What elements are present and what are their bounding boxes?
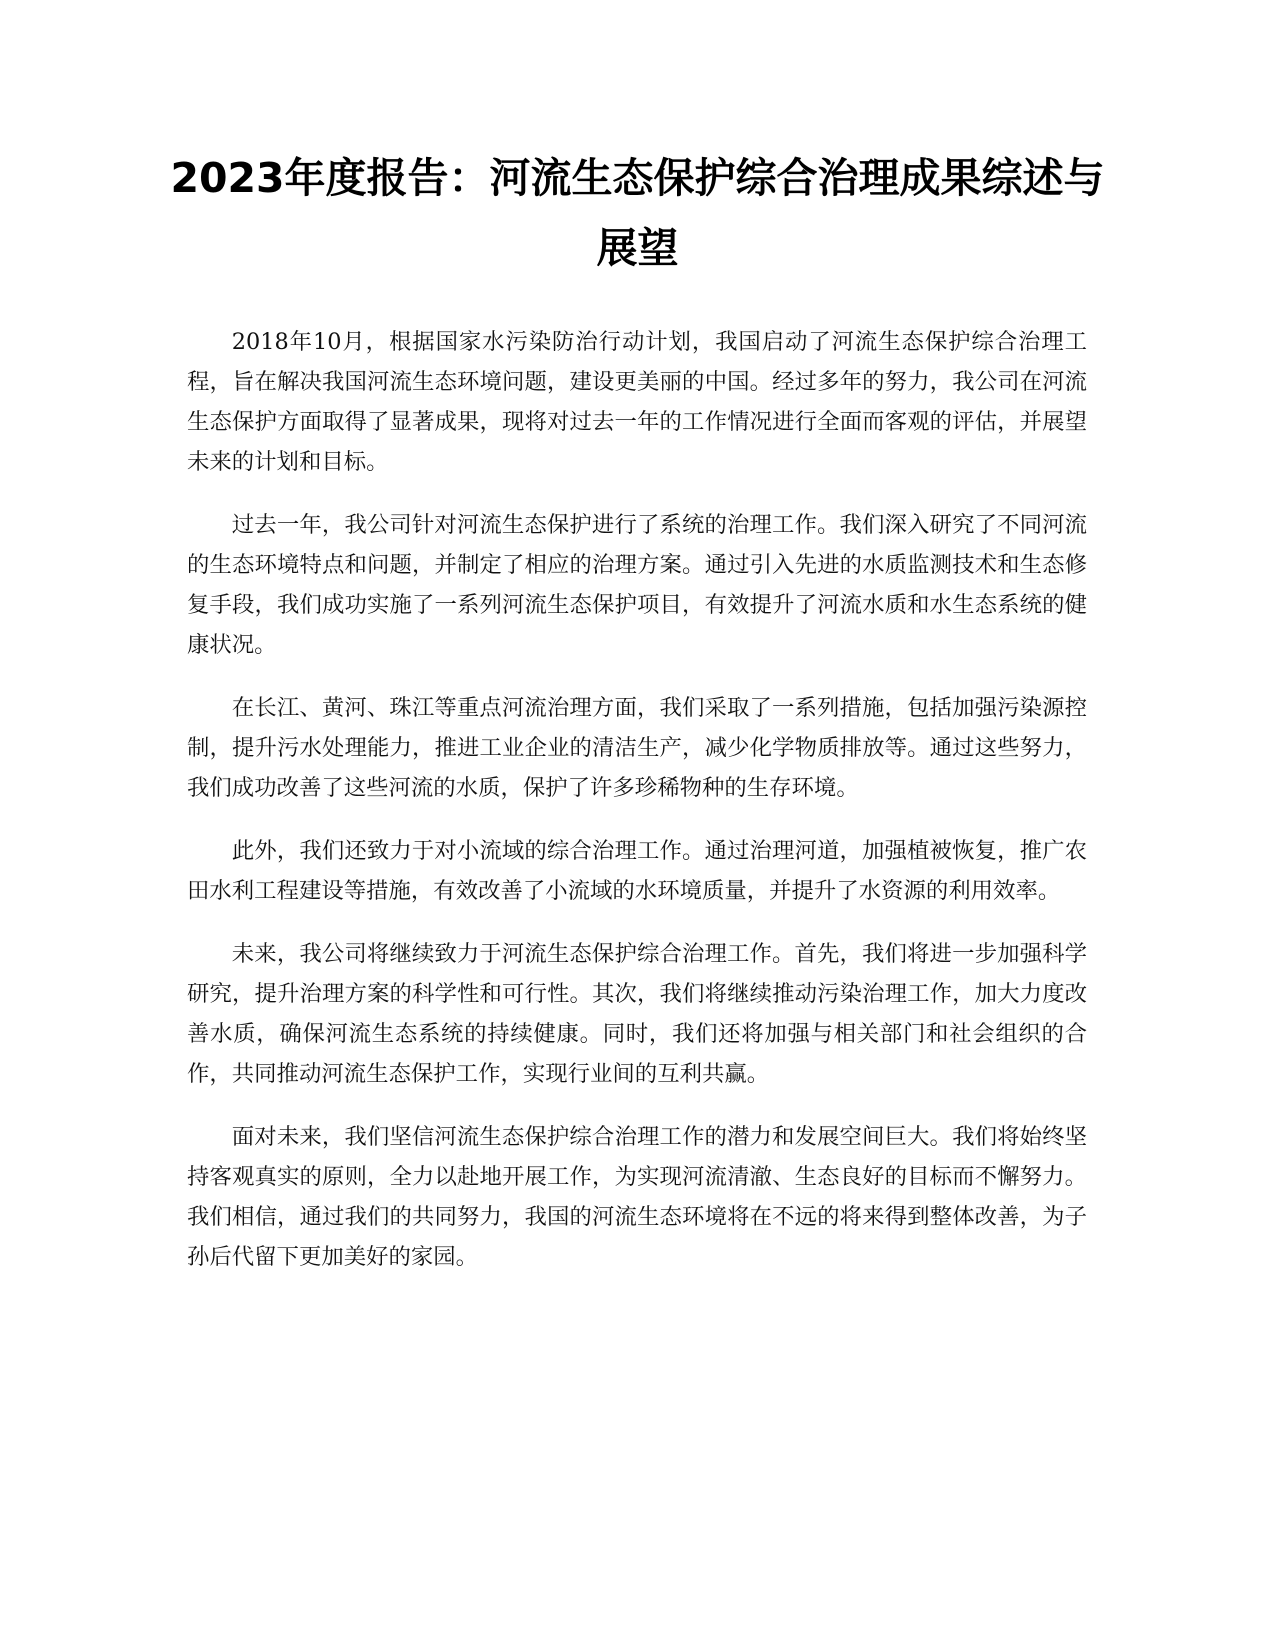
document-body <box>187 322 1087 1300</box>
paragraph-outlook: 面对未来，我们坚信河流生态保护综合治理工作的潜力和发展空间巨大。我们将始终坚持客观真实的原则，全力以赴地开展工作，为实现河流清澈、生态良好的目标而不懈努力。我们相信，通过我们的共同努力，我国的河流生态环境将在不远的将来得到整体改善，为子孙后代留下更加美好的家园。 <box>187 1124 1087 1270</box>
paragraph-key-rivers: 在长江、黄河、珠江等重点河流治理方面，我们采取了一系列措施，包括加强污染源控制，提升污水处理能力，推进工业企业的清洁生产，减少化学物质排放等。通过这些努力，我们成功改善了这些河流的水质，保护了许多珍稀物种的生存环境。 <box>187 695 1087 801</box>
paragraph-future-plans: 未来，我公司将继续致力于河流生态保护综合治理工作。首先，我们将进一步加强科学研究，提升治理方案的科学性和可行性。其次，我们将继续推动污染治理工作，加大力度改善水质，确保河流生态系统的持续健康。同时，我们还将加强与相关部门和社会组织的合作，共同推动河流生态保护工作，实现行业间的互利共赢。 <box>187 941 1087 1087</box>
paragraph-past-year: 过去一年，我公司针对河流生态保护进行了系统的治理工作。我们深入研究了不同河流的生态环境特点和问题，并制定了相应的治理方案。通过引入先进的水质监测技术和生态修复手段，我们成功实施了一系列河流生态保护项目，有效提升了河流水质和水生态系统的健康状况。 <box>187 512 1087 658</box>
paragraph-intro: 2018年10月，根据国家水污染防治行动计划，我国启动了河流生态保护综合治理工程，旨在解决我国河流生态环境问题，建设更美丽的中国。经过多年的努力，我公司在河流生态保护方面取得了显著成果，现将对过去一年的工作情况进行全面而客观的评估，并展望未来的计划和目标。 <box>187 329 1087 475</box>
document-title: 2023年度报告：河流生态保护综合治理成果综述与展望 <box>170 154 1105 272</box>
paragraph-small-basins: 此外，我们还致力于对小流域的综合治理工作。通过治理河道，加强植被恢复，推广农田水利工程建设等措施，有效改善了小流域的水环境质量，并提升了水资源的利用效率。 <box>187 838 1087 904</box>
